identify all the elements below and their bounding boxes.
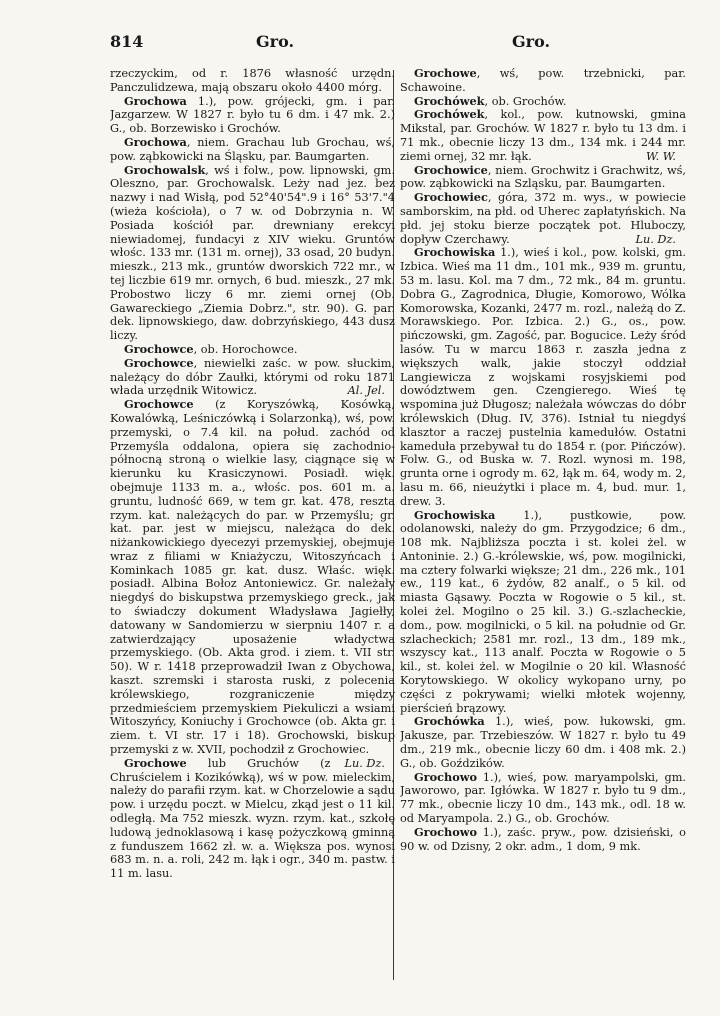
entry-text: , kol., pow. kutnowski, gmina Mikstal, par. Grochów. W 1827 r. było tu 13 dm. i 71 mk., obecnie liczy 13 dm., 134 mk. i 244 mr. ziemi ornej, 32 mr. łąk. — [400, 108, 686, 163]
dictionary-entry — [400, 771, 686, 826]
entry-text: 1.), pustkowie, pow. odolanowski, należy do gm. Przygodzice; 6 dm., 108 mk. Najbliższa poczta i st. kolei żel. w Antoninie. 2.) G.-królewskie, wś, pow. mogilnicki, ma cztery folwarki większe; 21 dm., 226 mk., 101 ew., 119 kat., 6 żydów, 82 analf., o 5 kil. od miasta Gąsawy. Poczta w Rogowie o 5 kil., st. kolei żel. Mogilno o 25 kil. 3.) G.-szlacheckie, dom., pow. mogilnicki, o 5 kil. na południe od Gr. szlacheckich; 2581 mr. rozl., 13 dm., 189 mk., wszyscy kat., 113 analf. Poczta w Rogowie o 5 kil., st. kolei żel. w Mogilnie o 20 kil. Własność Korytowskiego. W okolicy wykopano urny, po części z pokrywami; wielki młotek wojenny, pierścień brązowy. — [400, 508, 686, 715]
running-head-right: Gro. — [512, 32, 551, 51]
entry-text: 1.), wieś i kol., pow. kolski, gm. Izbica. Wieś ma 11 dm., 101 mk., 939 m. gruntu, 53 m. lasu. Kol. ma 7 dm., 72 mk., 84 m. gruntu. Dobra G., Zagrodnica, Długie, Komorowo, Wólka Komorowska, Kozanki, 2477 m. rozl., należą do Z. Morawskiego. Por. Izbica. 2.) G., os., pow. pińczowski, gm. Zagość, par. Bogucice. Leży śród lasów. Tu w marcu 1863 r. zaszła jedna z większych walk, jakie stoczył oddział Langiewicza z wojskami rosyjskiemi pod dowództwem gen. Czengierego. Wieś tę wspomina już Długosz; należała wówczas do dóbr królewskich (Dług. IV, 376). Istniał tu niegdyś klasztor a raczej pustelnia kamedułów. Ostatni kameduła przebywał tu do 1854 r. (por. Pińczów). Folw. G., od Buska w. 7. Rozl. wynosi m. 198, grunta orne i ogrody m. 62, łąk m. 64, wody m. 2, lasu m. 66, nieużytki i place m. 4, bud. mur. 1, drew. 3. — [400, 246, 686, 508]
right-column — [400, 67, 686, 853]
dictionary-entry — [110, 343, 395, 357]
entry-signature: W. W. — [645, 149, 676, 163]
entry-headword: Grochowe — [124, 755, 187, 770]
page-number: 814 — [110, 32, 144, 51]
entry-text: , ob. Horochowce. — [193, 342, 298, 356]
entry-text: , ob. Grochów. — [484, 94, 567, 108]
entry-headword: Grochowce — [124, 397, 194, 412]
dictionary-entry — [110, 757, 395, 881]
entry-headword: Grochowa — [124, 93, 187, 108]
entry-text: 1.), zaśc. pryw., pow. dzisieński, o 90 w. od Dzisny, 2 okr. adm., 1 dom, 9 mk. — [400, 825, 686, 853]
entry-text: 1.), wieś, pow. maryampolski, gm. Jaworowo, par. Igłówka. W 1827 r. było tu 9 dm., 77 mk., obecnie liczy 10 dm., 143 mk., odl. 18 w. od Maryampola. 2.) G., ob. Grochów. — [400, 770, 686, 826]
dictionary-entry — [110, 357, 395, 398]
entry-headword: Grochowo — [414, 769, 478, 784]
entry-headword: Grochowiec — [414, 190, 488, 205]
entry-headword: Grochowce — [124, 341, 194, 356]
dictionary-entry — [400, 95, 686, 109]
entry-text: , góra, 372 m. wys., w powiecie samborskim, na płd. od Uherec zapłatyńskich. Na płd. jej stoku bierze początek pot. Hluboczy, dopływ Czerchawy. — [400, 191, 686, 246]
entry-text: (z Koryszówką, Kosówką, Kowalówką, Leśniczówką i Solarzonką), wś, pow. przemyski, o 7.4 kil. na połud. zachód od Przemyśla oddalona, opiera się zachodnio-północną stroną o wielkie lasy, ciągnące się w kierunku ku Krasiczynowi. Posiadł. więk. obejmuje 1133 m. a., włośc. pos. 601 m. a. gruntu, ludność 669, w tem gr. kat. 478, reszta rzym. kat. należących do par. w Przemyślu; gr. kat. par. jest w miejscu, należąca do dek. niżankowickiego dyecezyi przemyskiej, obejmuje wraz z filiami w Kniażyczu, Witoszyńcach i Kominkach 1085 gr. kat. dusz. Właśc. więk. posiadł. Albina Bołoz Antoniewicz. Gr. należały niegdyś do biskupstwa przemyskiego greck., jak to świadczy dokument Władysława Jagiełły, datowany w Sandomierzu w sierpniu 1407 r. a zatwierdzający uposażenie władyctwa przemyskiego. (Ob. Akta grod. i ziem. t. VII str. 50). W r. 1418 przeprowadził Iwan z Obychowa, kaszt. szremski i starosta ruski, z polecenia królewskiego, rozgraniczenie między przedmieściem przemyskiem Piekuliczi a wsiami Witoszyńcy, Koniuchy i Grochowce (ob. Akta gr. i ziem. t. VI str. 17 i 18). Grochowski, biskup przemyski z w. XVII, pochodził z Grochowiec. — [110, 398, 395, 757]
dictionary-entry — [110, 95, 395, 136]
entry-headword: Grochówek — [414, 107, 485, 122]
entry-headword: Grochówka — [414, 714, 485, 729]
entry-headword: Grochowice — [414, 162, 488, 177]
dictionary-entry — [110, 67, 395, 95]
entry-headword: Grochowiska — [414, 245, 496, 260]
entry-text: lub Gruchów (z Chruścielem i Kozikówką), wś w pow. mieleckim, należy do parafii rzym. kat. w Chorzelowie a sądu pow. i urzędu poczt. w Mielcu, zkąd jest o 11 kil. odległą. Ma 752 mieszk. wyzn. rzym. kat., szkołę ludową jednoklasową i kasę pożyczkową gminną z funduszem 1662 zł. w. a. Większa pos. wynosi 683 m. n. a. roli, 242 m. łąk i ogr., 340 m. pastw. i 11 m. lasu. — [110, 756, 395, 881]
entry-headword: Grochowe — [414, 67, 477, 80]
dictionary-entry — [400, 191, 686, 246]
page-header — [110, 32, 678, 54]
dictionary-entry — [110, 164, 395, 343]
entry-signature: Lu. Dz. — [635, 232, 676, 246]
entry-signature: Al. Jel. — [347, 384, 385, 398]
entry-text: , niewielki zaśc. w pow. słuckim, należący do dóbr Zaułki, którymi od roku 1871 włada urzędnik Witowicz. — [110, 356, 395, 398]
entry-text: rzeczyckim, od r. 1876 własność urzędn. Panczulidzewa, mają obszaru około 4400 mórg. — [110, 67, 395, 94]
dictionary-entry — [400, 67, 686, 95]
entry-headword: Grochowce — [124, 355, 194, 370]
entry-text: 1.), pow. grójecki, gm. i par. Jazgarzew. W 1827 r. było tu 6 dm. i 47 mk. 2.) G., ob. Borzewisko i Grochów. — [110, 94, 395, 136]
entry-headword: Grochowiska — [414, 507, 496, 522]
entry-text: , niem. Grochwitz i Grachwitz, wś, pow. ząbkowicki na Szląsku, par. Baumgarten. — [400, 163, 686, 191]
entry-text: , niem. Grachau lub Grochau, wś, pow. ząbkowicki na Śląsku, par. Baumgarten. — [110, 135, 395, 163]
entry-headword: Grochówek — [414, 93, 485, 108]
entry-headword: Grochowalsk — [124, 162, 206, 177]
entry-signature: Lu. Dz. — [344, 756, 385, 770]
entry-text: , wś i folw., pow. lipnowski, gm. Oleszno, par. Grochowalsk. Leży nad jez. bez nazwy i nad Wisłą, pod 52°40'54".9 i 16° 53'7."4 (wieża kościoła), o 7 w. od Dobrzynia n. W. Posiada kościół par. drewniany erekcyi niewiadomej, fundacyi z XIV wieku. Gruntów włośc. 133 mr. (131 m. ornej), 33 osad, 20 budyn. mieszk., 213 mk., gruntów dworskich 722 mr., w tej liczbie 619 mr. ornych, 6 bud. mieszk., 27 mk. Probostwo liczy 6 mr. ziemi ornej (Ob. Gawareckiego „Ziemia Dobrz.", str. 90). G. par. dek. lipnowskiego, daw. dobrzyńskiego, 443 dusz liczy. — [110, 163, 395, 343]
dictionary-entry — [400, 246, 686, 508]
entry-headword: Grochowa — [124, 134, 187, 149]
dictionary-entry — [400, 826, 686, 854]
entry-headword: Grochowo — [414, 824, 478, 839]
dictionary-entry — [400, 509, 686, 716]
running-head-left: Gro. — [256, 32, 295, 51]
left-column — [110, 67, 395, 881]
dictionary-entry — [400, 108, 686, 163]
dictionary-entry — [110, 136, 395, 164]
dictionary-entry — [400, 164, 686, 192]
entry-text: , wś, pow. trzebnicki, par. Schawoine. — [400, 67, 686, 94]
entry-text: 1.), wieś, pow. łukowski, gm. Jakusze, par. Trzebieszów. W 1827 r. było tu 49 dm., 219 mk., obecnie liczy 60 dm. i 408 mk. 2.) G., ob. Goździków. — [400, 715, 686, 770]
dictionary-entry — [400, 715, 686, 770]
